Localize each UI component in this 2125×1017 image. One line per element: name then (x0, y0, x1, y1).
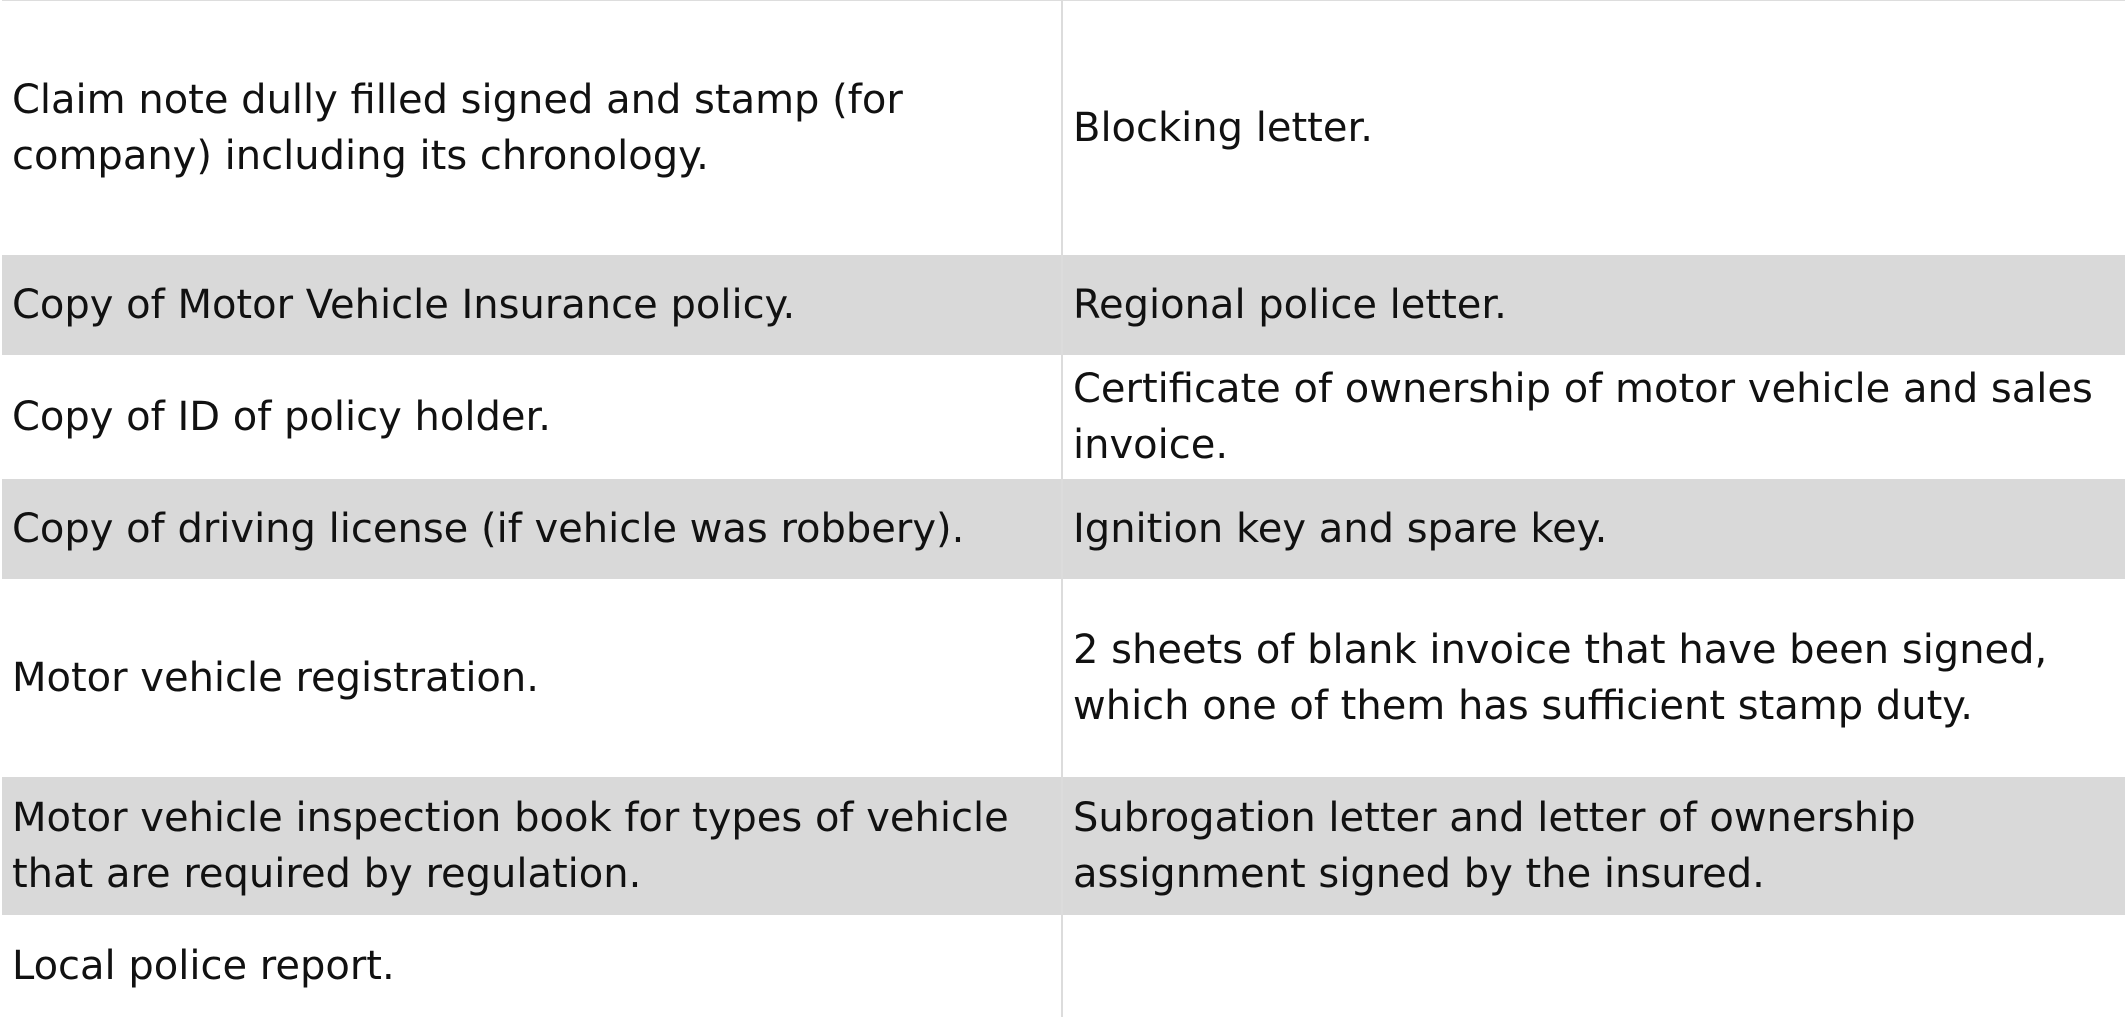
table-row (2, 579, 2125, 777)
right-cell: Ignition key and spare key. (1062, 479, 2125, 579)
table-row (2, 355, 2125, 479)
required-documents-table (2, 0, 2125, 1017)
right-cell: Regional police letter. (1062, 255, 2125, 355)
left-cell: Copy of ID of policy holder. (2, 355, 1062, 479)
right-cell (1062, 915, 2125, 1017)
left-cell: Local police report. (2, 915, 1062, 1017)
table-row (2, 915, 2125, 1017)
left-cell: Motor vehicle inspection book for types of vehicle that are required by regulation. (2, 777, 1062, 915)
table-row (2, 255, 2125, 355)
left-cell: Motor vehicle registration. (2, 579, 1062, 777)
left-cell: Claim note dully filled signed and stamp (for company) including its chronology. (2, 1, 1062, 255)
right-cell: Certificate of ownership of motor vehicle and sales invoice. (1073, 365, 2093, 468)
table-row (2, 479, 2125, 579)
right-cell: Blocking letter. (1073, 104, 1373, 151)
left-cell: Copy of driving license (if vehicle was robbery). (2, 479, 1062, 579)
table-row (2, 777, 2125, 915)
table-row (2, 1, 2125, 255)
right-cell: 2 sheets of blank invoice that have been signed, which one of them has sufficient stamp duty. (1073, 626, 2048, 729)
right-cell: Subrogation letter and letter of ownership assignment signed by the insured. (1062, 777, 2125, 915)
left-cell: Copy of Motor Vehicle Insurance policy. (2, 255, 1062, 355)
